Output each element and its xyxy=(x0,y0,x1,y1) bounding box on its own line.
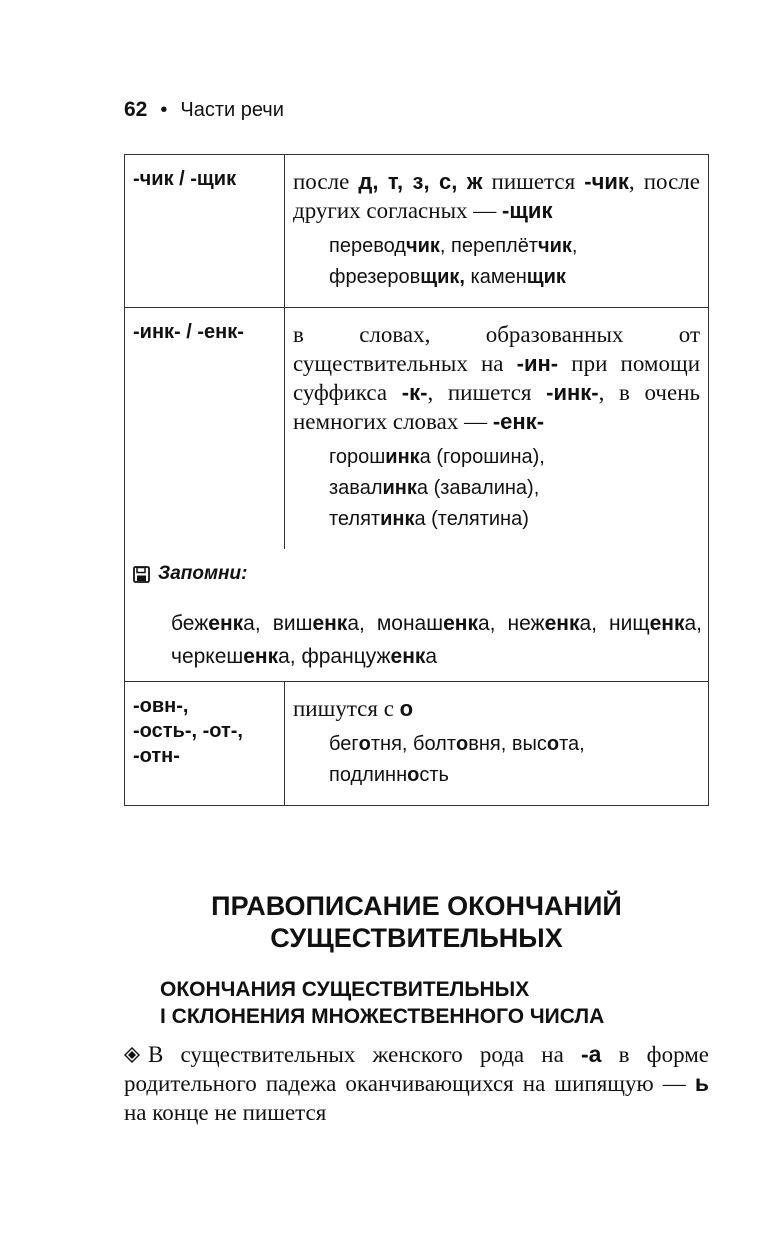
example-line: беготня, болтовня, высота, xyxy=(329,733,585,755)
rule-text: пишутся с о xyxy=(293,696,414,721)
suffix-cell xyxy=(125,682,285,806)
memo-text: беженка, вишенка, монашенка, неженка, нищенка, черкешенка, француженка xyxy=(171,612,702,668)
bold-fragment: -ин- xyxy=(516,351,559,376)
bold-fragment: -енк- xyxy=(492,409,545,434)
table-row xyxy=(125,308,709,550)
bold-fragment: д, т, з, с, ж xyxy=(358,169,483,194)
memo-cell xyxy=(125,549,709,682)
body-paragraph xyxy=(124,1040,709,1127)
bold-fragment: чик xyxy=(405,235,440,257)
bold-fragment: -щик xyxy=(502,198,553,223)
rule-text: в словах, образованных от существительных на -ин- при помощи суффикса -к-, пишется -инк-, в очень немногих словах — -енк- xyxy=(293,322,701,434)
example-line: фрезеровщик, каменщик xyxy=(329,266,566,288)
body-text: В существительных женского рода на -а в форме родительного падежа оканчивающихся на шипящую — ь на конце не пишется xyxy=(124,1041,709,1125)
bold-fragment: о xyxy=(546,733,560,755)
bold-fragment: -инк- xyxy=(546,380,599,405)
bold-fragment: -а xyxy=(581,1041,602,1067)
rule-text: после д, т, з, с, ж пишется -чик, после других согласных — -щик xyxy=(293,169,700,223)
bold-fragment: о xyxy=(399,696,414,721)
header-separator: • xyxy=(160,99,168,121)
examples xyxy=(329,231,700,293)
section-title-line: СУЩЕСТВИТЕЛЬНЫХ xyxy=(270,923,563,953)
diamond-bullet-icon xyxy=(124,1047,140,1063)
suffix-line: -овн-, xyxy=(133,695,189,717)
suffix-rules-table xyxy=(124,154,709,806)
floppy-disk-icon xyxy=(133,566,150,583)
examples xyxy=(329,442,700,535)
page-header xyxy=(124,98,284,122)
bold-fragment: енк xyxy=(312,612,348,635)
example-line: подлинность xyxy=(329,764,449,786)
rule-cell xyxy=(285,155,709,308)
bold-fragment: инк xyxy=(380,508,415,530)
memo-heading xyxy=(133,563,702,585)
bold-fragment: щик, xyxy=(420,266,465,288)
table-row xyxy=(125,682,709,806)
example-line: переводчик, переплётчик, xyxy=(329,235,578,257)
subsection-title-line: I СКЛОНЕНИЯ МНОЖЕСТВЕННОГО ЧИСЛА xyxy=(160,1005,605,1028)
section-title xyxy=(124,890,709,954)
bold-fragment: енк xyxy=(243,645,279,668)
subsection-title-line: ОКОНЧАНИЯ СУЩЕСТВИТЕЛЬНЫХ xyxy=(160,978,530,1001)
bold-fragment: о xyxy=(456,733,469,755)
bold-fragment: щик xyxy=(526,266,566,288)
subsection-title xyxy=(160,976,604,1030)
bold-fragment: -к- xyxy=(401,380,428,405)
suffix-label: -чик / -щик xyxy=(133,168,237,190)
suffix-line: -отн- xyxy=(133,745,180,767)
bold-fragment: -чик xyxy=(584,169,629,194)
suffix-line: -ость-, -от-, xyxy=(133,720,243,742)
running-title: Части речи xyxy=(180,99,284,121)
rule-cell xyxy=(285,308,709,550)
bold-fragment: ь xyxy=(694,1070,709,1096)
bold-fragment: инк xyxy=(385,446,420,468)
rule-cell xyxy=(285,682,709,806)
suffix-cell xyxy=(125,155,285,308)
bold-fragment: енк xyxy=(649,612,685,635)
bold-fragment: енк xyxy=(390,645,426,668)
bold-fragment: инк xyxy=(382,477,417,499)
example-line: телятинка (телятина) xyxy=(329,508,529,530)
bold-fragment: енк xyxy=(544,612,580,635)
examples xyxy=(329,729,700,791)
memo-row xyxy=(125,549,709,682)
example-line: завалинка (завалина), xyxy=(329,477,540,499)
bold-fragment: о xyxy=(407,764,420,786)
bold-fragment: енк xyxy=(443,612,478,635)
table-row xyxy=(125,155,709,308)
suffix-label: -инк- / -енк- xyxy=(133,321,244,343)
bold-fragment: о xyxy=(358,733,371,755)
bold-fragment: чик xyxy=(537,235,572,257)
section-title-line: ПРАВОПИСАНИЕ ОКОНЧАНИЙ xyxy=(211,891,622,921)
suffix-cell xyxy=(125,308,285,550)
example-line: горошинка (горошина), xyxy=(329,446,545,468)
bold-fragment: енк xyxy=(208,612,244,635)
page-number: 62 xyxy=(124,98,148,121)
memo-title: Запомни: xyxy=(158,563,248,584)
